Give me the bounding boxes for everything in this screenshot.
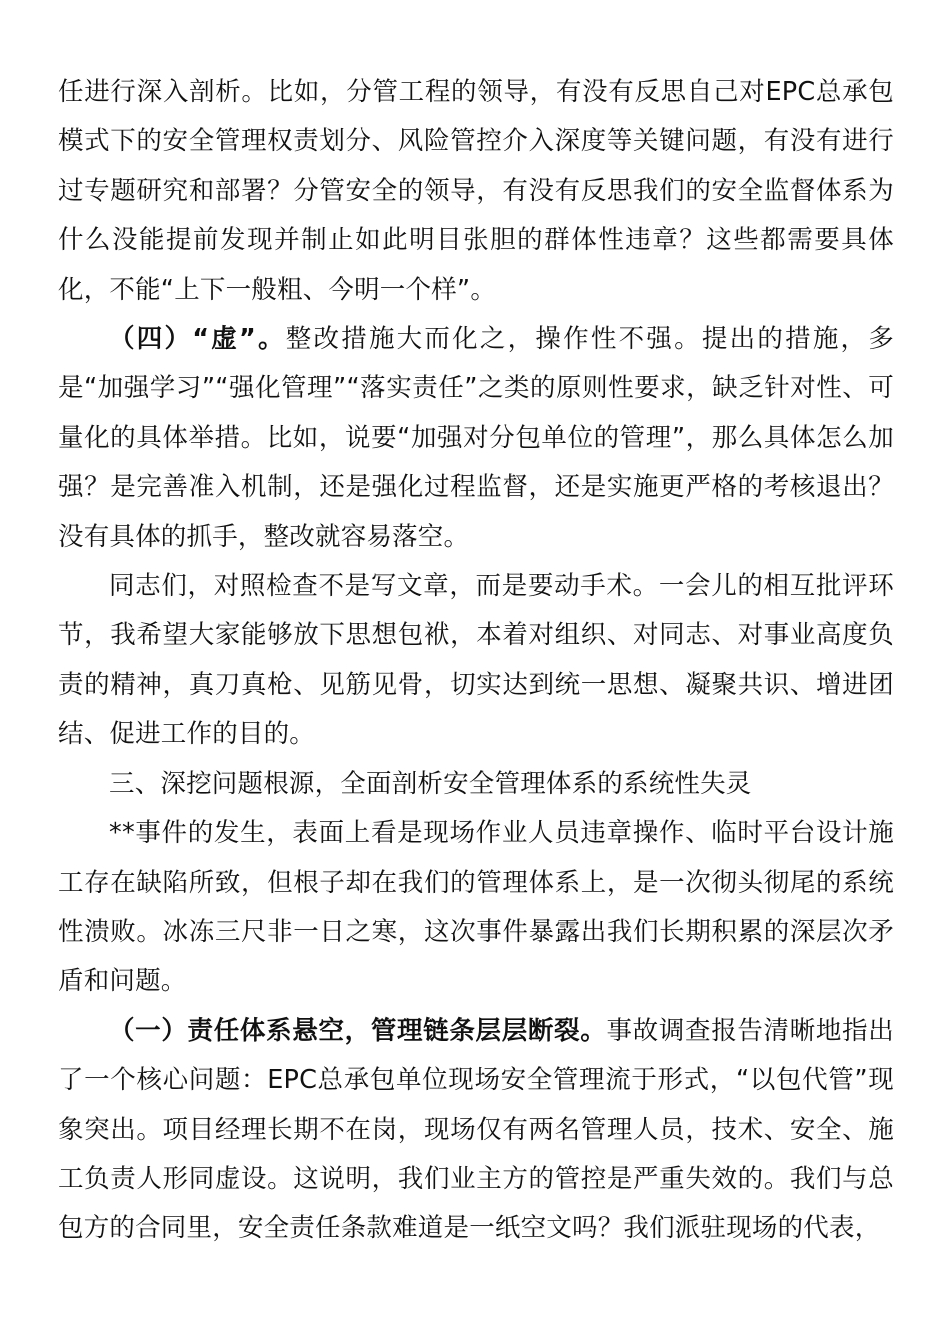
paragraph-6-text: 事故调查报告清晰地指出了一个核心问题：EPC总承包单位现场安全管理流于形式，“以包代管”现象突出。项目经理长期不在岗，现场仅有两名管理人员，技术、安全、施工负责人形同虚设。这说明，我们业主方的管控是严重失效的。我们与总包方的合同里，安全责任条款难道是一纸空文吗？我们派驻现场的代表， xyxy=(58,1015,894,1244)
paragraph-5-text: **事件的发生，表面上看是现场作业人员违章操作、临时平台设计施工存在缺陷所致，但根子却在我们的管理体系上，是一次彻头彻尾的系统性溃败。冰冻三尺非一日之寒，这次事件暴露出我们长期积累的深层次矛盾和问题。 xyxy=(58,818,894,997)
document-page xyxy=(58,68,894,1254)
paragraph-6-heading: （一）责任体系悬空，管理链条层层断裂。 xyxy=(109,1015,607,1046)
paragraph-2-text: 整改措施大而化之，操作性不强。提出的措施，多是“加强学习”“强化管理”“落实责任”之类的原则性要求，缺乏针对性、可量化的具体举措。比如，说要“加强对分包单位的管理”，那么具体怎么加强？是完善准入机制，还是强化过程监督，还是实施更严格的考核退出？没有具体的抓手，整改就容易落空。 xyxy=(58,324,894,552)
paragraph-1 xyxy=(58,68,894,315)
section-heading-text: 三、深挖问题根源，全面剖析安全管理体系的系统性失灵 xyxy=(109,768,752,799)
paragraph-3-text: 同志们，对照检查不是写文章，而是要动手术。一会儿的相互批评环节，我希望大家能够放下思想包袱，本着对组织、对同志、对事业高度负责的精神，真刀真枪、见筋见骨，切实达到统一思想、凝聚共识、增进团结、促进工作的目的。 xyxy=(58,571,894,750)
section-heading xyxy=(58,760,894,809)
paragraph-2 xyxy=(58,315,894,562)
paragraph-5 xyxy=(58,809,894,1007)
paragraph-3 xyxy=(58,562,894,760)
paragraph-6 xyxy=(58,1007,894,1254)
paragraph-1-text: 任进行深入剖析。比如，分管工程的领导，有没有反思自己对EPC总承包模式下的安全管理权责划分、风险管控介入深度等关键问题，有没有进行过专题研究和部署？分管安全的领导，有没有反思我们的安全监督体系为什么没能提前发现并制止如此明目张胆的群体性违章？这些都需要具体化，不能“上下一般粗、今明一个样”。 xyxy=(58,77,894,305)
paragraph-2-heading: （四）“虚”。 xyxy=(109,324,286,355)
